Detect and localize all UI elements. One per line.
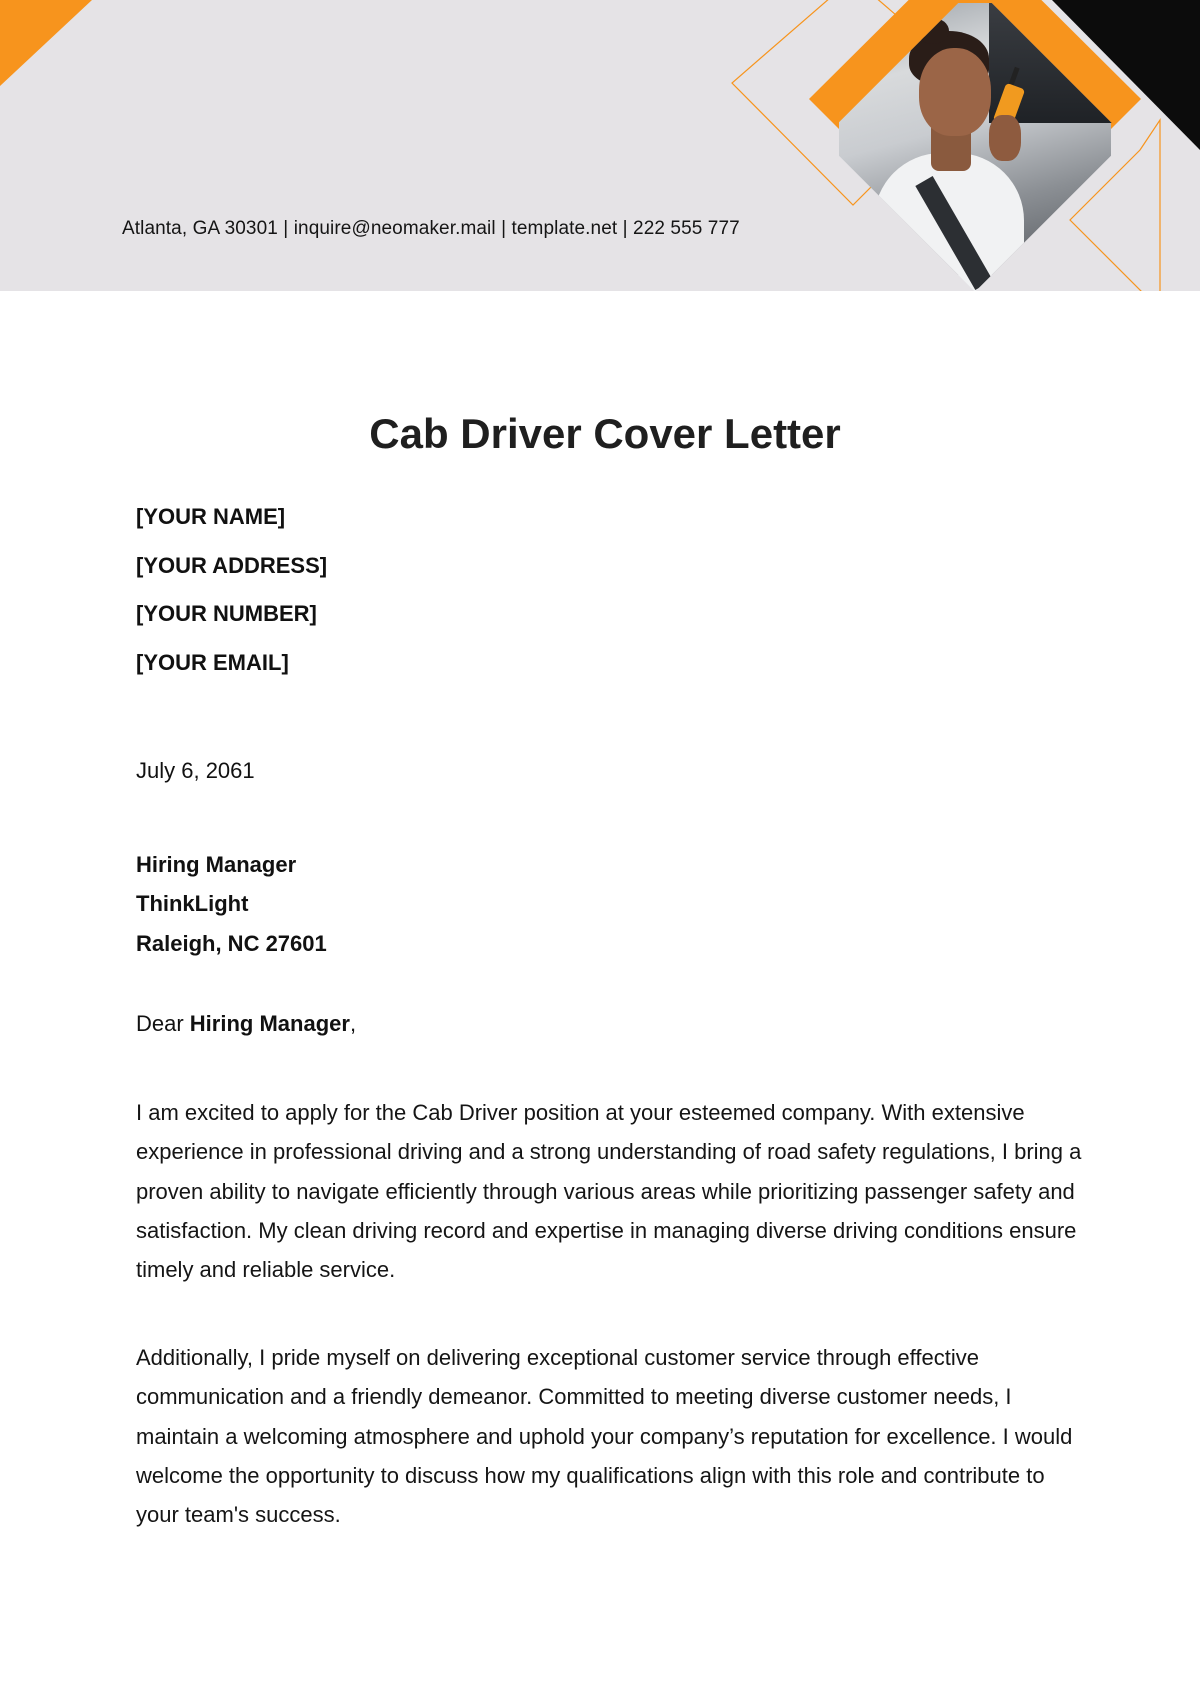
- recipient-block: [136, 845, 327, 963]
- contact-line: Atlanta, GA 30301 | inquire@neomaker.mail | template.net | 222 555 777: [122, 218, 740, 239]
- body-paragraph-2: Additionally, I pride myself on delivering exceptional customer service through effective communication and a friendly demeanor. Committed to meeting diverse customer needs, I maintain a welcoming atmosphere and uphold your company’s reputation for excellence. I would welcome the opportunity to discuss how my qualifications align with this role and contribute to your team's success.: [136, 1345, 1073, 1528]
- sender-address: [YOUR ADDRESS]: [136, 552, 328, 578]
- corner-triangle-left: [0, 0, 92, 86]
- letter-title: Cab Driver Cover Letter: [369, 410, 841, 457]
- salutation-name: Hiring Manager: [189, 1011, 350, 1036]
- sender-block: [136, 504, 327, 698]
- sender-email: [YOUR EMAIL]: [136, 649, 289, 675]
- body-paragraph-1: I am excited to apply for the Cab Driver position at your esteemed company. With extensive experience in professional driving and a strong understanding of road safety regulations, I bring a proven ability to navigate efficiently through various areas while prioritizing passenger safety and satisfaction. My clean driving record and expertise in managing diverse driving conditions ensure timely and reliable service.: [136, 1100, 1082, 1283]
- letter-header: [0, 0, 1200, 291]
- recipient-address: Raleigh, NC 27601: [136, 930, 327, 956]
- recipient-company: ThinkLight: [136, 891, 249, 917]
- salutation-prefix: Dear: [136, 1011, 190, 1036]
- sender-name: [YOUR NAME]: [136, 504, 286, 529]
- recipient-name: Hiring Manager: [136, 852, 297, 877]
- letter-date: July 6, 2061: [136, 758, 255, 783]
- salutation-suffix: ,: [349, 1011, 357, 1036]
- sender-number: [YOUR NUMBER]: [136, 601, 317, 626]
- salutation: [136, 1011, 356, 1037]
